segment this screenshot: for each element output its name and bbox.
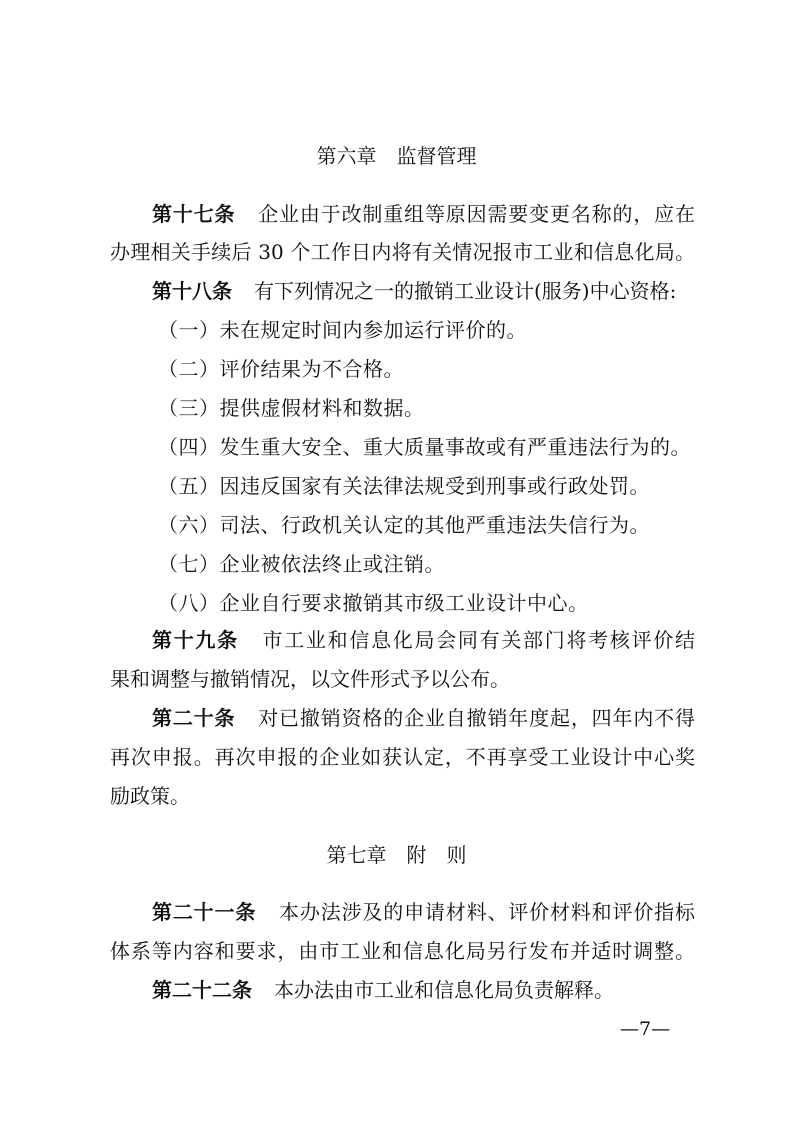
article-19-text-1: 市工业和信息化局会同有关部门将考核评价结 bbox=[260, 628, 696, 652]
chapter-6-label: 第六章 bbox=[316, 144, 377, 168]
chapter-7-label: 第七章 bbox=[326, 843, 387, 867]
article-22-label: 第二十二条 bbox=[152, 978, 252, 1002]
article-18-item-1: （一）未在规定时间内参加运行评价的。 bbox=[158, 318, 527, 342]
article-18-item-4: （四）发生重大安全、重大质量事故或有严重违法行为的。 bbox=[158, 435, 691, 459]
article-19-line-1 bbox=[152, 626, 695, 654]
article-20-text-1: 对已撤销资格的企业自撤销年度起，四年内不得 bbox=[257, 706, 696, 730]
article-22-text-1: 本办法由市工业和信息化局负责解释。 bbox=[274, 978, 614, 1002]
article-20-line-2: 再次申报。再次申报的企业如获认定，不再享受工业设计中心奖 bbox=[110, 745, 695, 769]
article-20-line-1 bbox=[152, 704, 695, 732]
article-19-line-2: 果和调整与撤销情况，以文件形式予以公布。 bbox=[110, 667, 510, 691]
chapter-6-heading bbox=[0, 142, 793, 170]
article-20-label: 第二十条 bbox=[152, 706, 236, 730]
chapter-7-title: 附 则 bbox=[406, 843, 467, 867]
article-21-text-1: 本办法涉及的申请材料、评价材料和评价指标 bbox=[278, 900, 696, 924]
page-number: —7— bbox=[620, 1018, 671, 1040]
article-17-line-2: 办理相关手续后 30 个工作日内将有关情况报市工业和信息化局。 bbox=[110, 240, 695, 264]
chapter-7-heading bbox=[0, 841, 793, 869]
article-18-label: 第十八条 bbox=[152, 279, 232, 303]
article-18-item-8: （八）企业自行要求撤销其市级工业设计中心。 bbox=[158, 591, 589, 615]
article-20-line-3: 励政策。 bbox=[110, 784, 190, 808]
article-17-line-1 bbox=[152, 200, 695, 228]
article-22-line bbox=[152, 976, 695, 1004]
article-18-item-3: （三）提供虚假材料和数据。 bbox=[158, 396, 425, 420]
chapter-6-title: 监督管理 bbox=[396, 144, 477, 168]
article-18-item-5: （五）因违反国家有关法律法规受到刑事或行政处罚。 bbox=[158, 474, 650, 498]
article-21-line-2: 体系等内容和要求，由市工业和信息化局另行发布并适时调整。 bbox=[110, 939, 695, 963]
article-17-label: 第十七条 bbox=[152, 202, 236, 226]
article-18-item-7: （七）企业被依法终止或注销。 bbox=[158, 552, 445, 576]
article-21-line-1 bbox=[152, 898, 695, 926]
article-18-item-6: （六）司法、行政机关认定的其他严重违法失信行为。 bbox=[158, 513, 650, 537]
article-18-intro: 有下列情况之一的撤销工业设计(服务)中心资格: bbox=[254, 279, 677, 303]
article-19-label: 第十九条 bbox=[152, 628, 239, 652]
article-21-label: 第二十一条 bbox=[152, 900, 257, 924]
article-17-text-1: 企业由于改制重组等原因需要变更名称的，应在 bbox=[257, 202, 696, 226]
article-18-intro-line bbox=[152, 277, 695, 305]
article-18-item-2: （二）评价结果为不合格。 bbox=[158, 357, 404, 381]
